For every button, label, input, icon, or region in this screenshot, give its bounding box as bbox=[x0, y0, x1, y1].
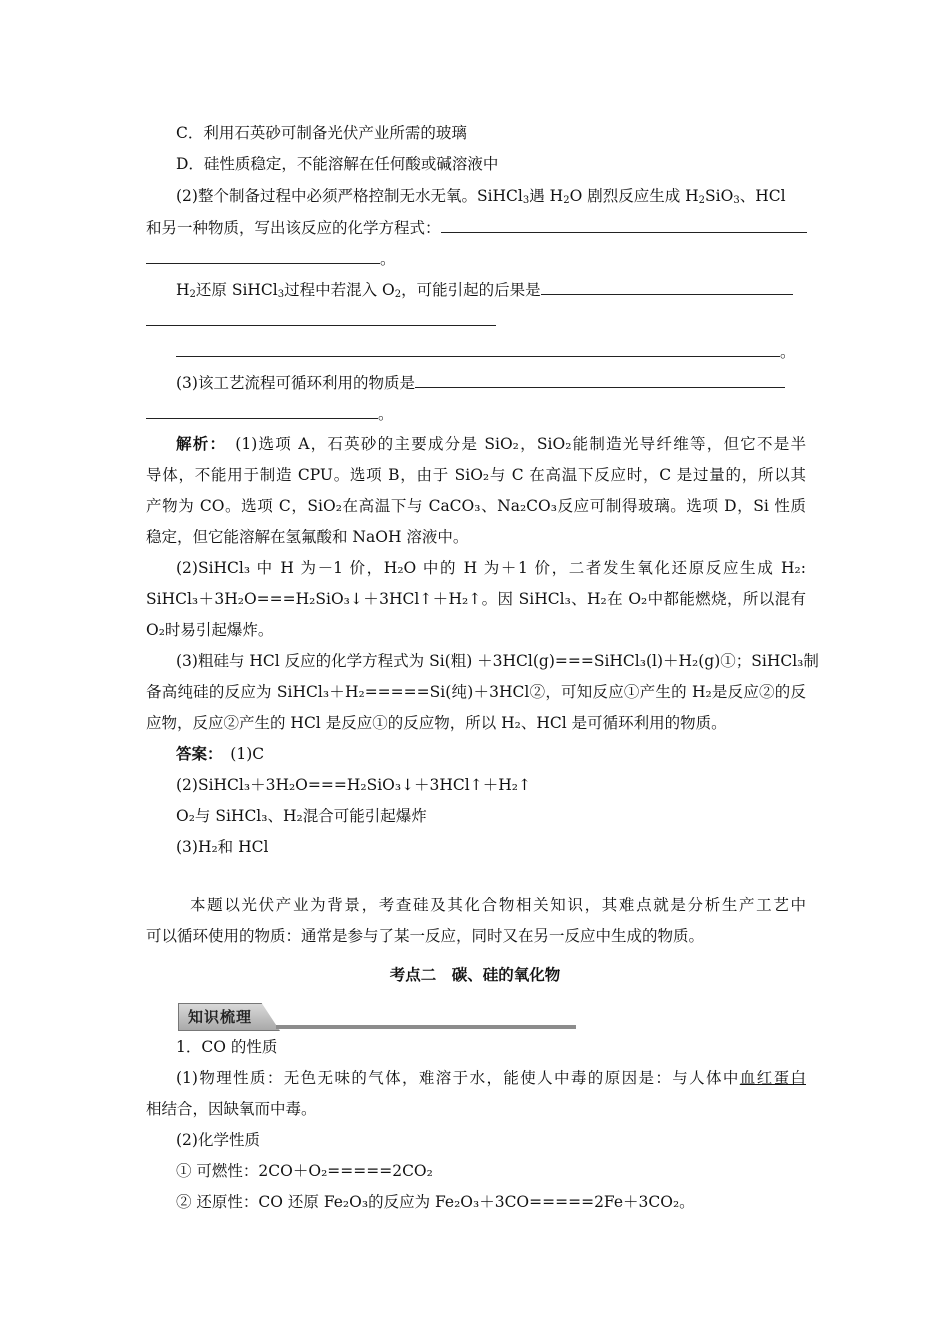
answer-label: 答案： bbox=[176, 744, 215, 763]
answer-blank[interactable] bbox=[176, 340, 780, 357]
question-2-line-2: 和另一种物质，写出该反应的化学方程式： bbox=[146, 216, 806, 239]
option-d: D．硅性质稳定，不能溶解在任何酸或碱溶液中 bbox=[176, 155, 499, 173]
analysis-line-9: 备高纯硅的反应为 SiHCl₃＋H₂=====Si(纯)＋3HCl②，可知反应①产生的 H₂是反应②的反 bbox=[146, 683, 806, 701]
analysis-line-10: 应物，反应②产生的 HCl 是反应①的反应物，所以 H₂、HCl 是可循环利用的物质。 bbox=[146, 714, 727, 732]
co-chemical-title: (2)化学性质 bbox=[176, 1131, 260, 1149]
co-title: 1．CO 的性质 bbox=[176, 1038, 278, 1056]
answer-blank[interactable] bbox=[146, 247, 380, 264]
answer-blank[interactable] bbox=[146, 402, 378, 419]
answer-blank[interactable] bbox=[146, 309, 496, 326]
note-line-1: 本题以光伏产业为背景，考查硅及其化合物相关知识，其难点就是分析生产工艺中 bbox=[190, 896, 806, 914]
co-physical-line-1: (1)物理性质：无色无味的气体，难溶于水，能使人中毒的原因是：与人体中血红蛋白 bbox=[176, 1069, 806, 1087]
question-2-line-1: (2)整个制备过程中必须严格控制无水无氧。SiHCl$_3$遇 $H_2O$ 剧烈反应生成 $H_2SiO_3$、HCl bbox=[176, 187, 786, 206]
co-physical-line-2: 相结合，因缺氧而中毒。 bbox=[146, 1100, 317, 1118]
question-2-line-4: $H_2$还原 SiHCl$_3$过程中若混入 $O_2$，可能引起的后果是 bbox=[176, 278, 806, 301]
section-title: 考点二 碳、硅的氧化物 bbox=[389, 965, 561, 984]
analysis-label: 解析： bbox=[176, 434, 219, 453]
analysis-line-6: SiHCl₃＋3H₂O===H₂SiO₃↓＋3HCl↑＋H₂↑。因 SiHCl₃、H₂在 O₂中都能燃烧，所以混有 bbox=[146, 590, 806, 608]
analysis-line-7: O₂时易引起爆炸。 bbox=[146, 621, 274, 639]
question-3-line-2: 。 bbox=[146, 402, 806, 425]
knowledge-tab-label: 知识梳理 bbox=[188, 1008, 253, 1026]
answer-line-3: O₂与 SiHCl₃、H₂混合可能引起爆炸 bbox=[176, 807, 427, 825]
analysis-line-8: (3)粗硅与 HCl 反应的化学方程式为 Si(粗) ＋3HCl(g)===SiHCl₃(l)＋H₂(g)①；SiHCl₃制 bbox=[176, 652, 819, 670]
answer-line-4: (3)H₂和 HCl bbox=[176, 838, 269, 856]
answer-blank[interactable] bbox=[441, 216, 807, 233]
co-reducibility: ② 还原性：CO 还原 Fe₂O₃的反应为 Fe₂O₃＋3CO=====2Fe＋3CO₂。 bbox=[176, 1193, 695, 1211]
question-2-line-3: 。 bbox=[146, 247, 806, 270]
analysis-line-5: (2)SiHCl₃ 中 H 为－1 价，H₂O 中的 H 为＋1 价，二者发生氧化还原反应生成 H₂: bbox=[176, 559, 806, 577]
knowledge-tab-bar bbox=[176, 1001, 576, 1031]
analysis-line-3: 产物为 CO。选项 C，SiO₂在高温下与 CaCO₃、Na₂CO₃反应可制得玻璃。选项 D，Si 性质 bbox=[146, 497, 806, 515]
question-3-line-1: (3)该工艺流程可循环利用的物质是 bbox=[176, 371, 806, 394]
answer-blank[interactable] bbox=[415, 371, 785, 388]
analysis-line-2: 导体，不能用于制造 CPU。选项 B，由于 SiO₂与 C 在高温下反应时，C 是过量的，所以其 bbox=[146, 466, 806, 484]
answer-blank[interactable] bbox=[541, 278, 793, 295]
hemoglobin-term: 血红蛋白 bbox=[739, 1069, 806, 1087]
note-line-2: 可以循环使用的物质：通常是参与了某一反应，同时又在另一反应中生成的物质。 bbox=[146, 927, 705, 945]
question-2-line-5 bbox=[146, 309, 806, 332]
option-c: C．利用石英砂可制备光伏产业所需的玻璃 bbox=[176, 124, 467, 142]
section-rule bbox=[276, 1025, 576, 1029]
answer-line-1: 答案： (1)C bbox=[176, 744, 265, 763]
analysis-line-1: 解析： (1)选项 A，石英砂的主要成分是 SiO₂，SiO₂能制造光导纤维等，但它不是半 bbox=[176, 434, 806, 453]
answer-line-2: (2)SiHCl₃＋3H₂O===H₂SiO₃↓＋3HCl↑＋H₂↑ bbox=[176, 776, 531, 794]
co-combustibility: ① 可燃性：2CO＋O₂=====2CO₂ bbox=[176, 1162, 433, 1180]
question-2-line-6: 。 bbox=[176, 340, 806, 363]
analysis-line-4: 稳定，但它能溶解在氢氟酸和 NaOH 溶液中。 bbox=[146, 528, 469, 546]
